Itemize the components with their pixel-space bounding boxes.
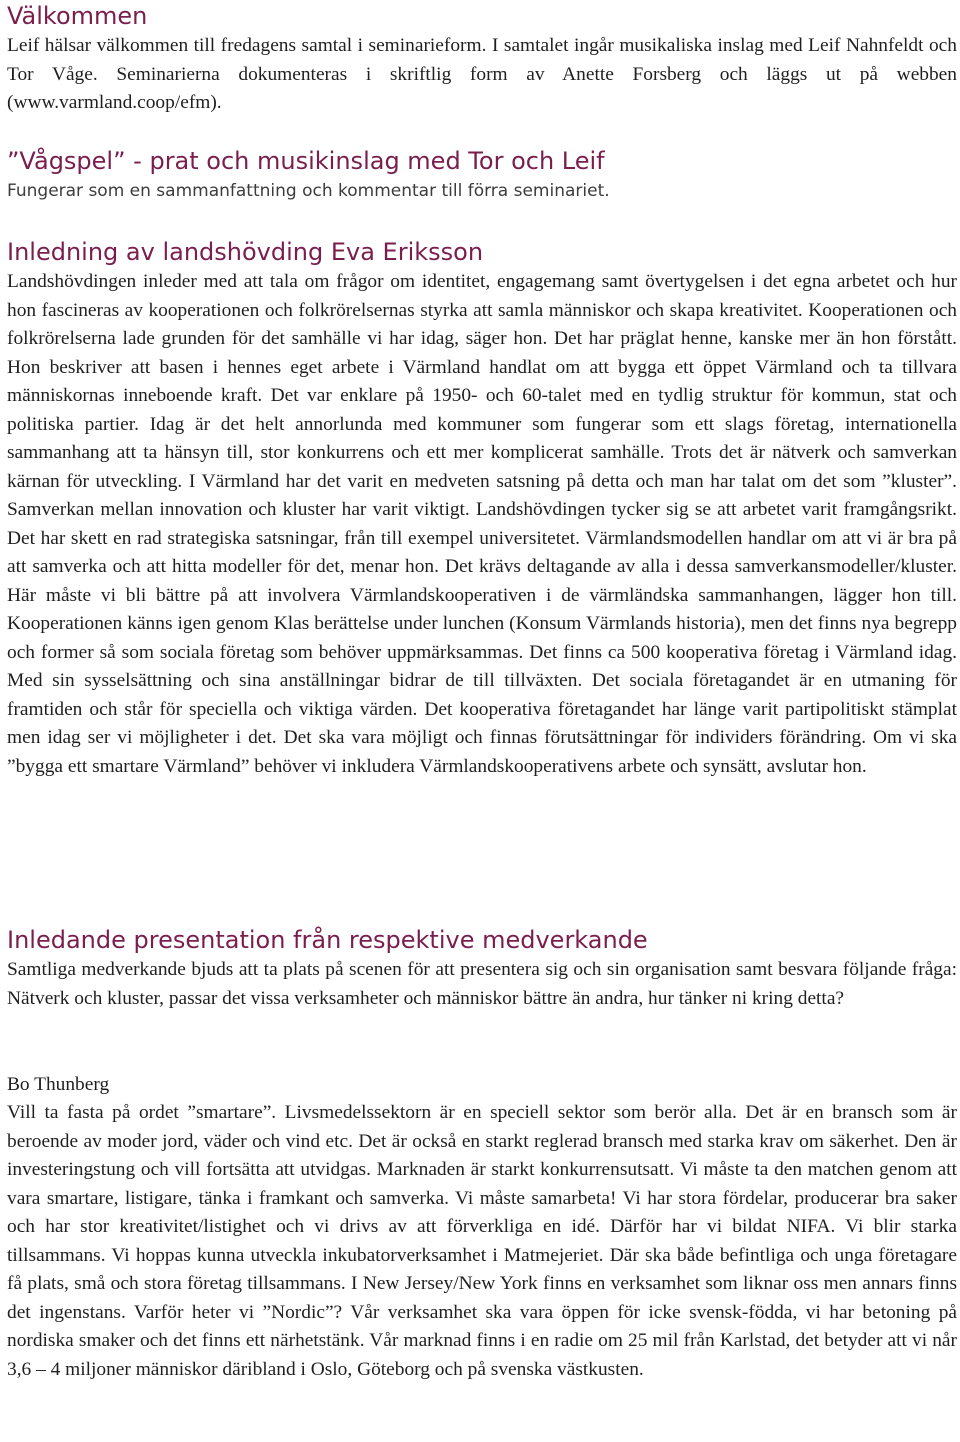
inledning-paragraph: Landshövdingen inleder med att tala om frågor om identitet, engagemang samt övertygelsen i det egna arbetet och hur hon fascineras av kooperationen och folkrörelsernas styrka att samla människor och skapa kreativitet. Kooperationen och folkrörelserna lade grunden för det samhälle vi har idag, säger hon. Det har präglat henne, kanske mer än hon förstått. Hon beskriver att basen i hennes eget arbete i Värmland handlat om att bygga ett öppet Värmland och ta tillvara människornas inneboende kraft. Det var enklare på 1950- och 60-talet med en tydlig struktur för kommun, stat och politiska partier. Idag är det helt annorlunda med kommuner som fungerar som ett slags företag, internationella sammanhang att ta hänsyn till, stor konkurrens och ett mer komplicerat samhälle. Trots det är nätverk och samverkan kärnan för utveckling. I Värmland har det varit en medveten satsning på detta och man har talat om det som ”kluster”. Samverkan mellan innovation och kluster har varit viktigt. Landshövdingen tycker sig se att arbetet varit framgångsrikt. Det har skett en rad strategiska satsningar, från till exempel universitetet. Värmlandsmodellen handlar om att vi är bra på att samverka och att hitta modeller för det, menar hon. Det krävs deltagande av alla i dessa samverkansmodeller/kluster. Här måste vi bli bättre på att involvera Värmlandskooperativen i de värmländska sammanhangen, lägger hon till. Kooperationen känns igen genom Klas berättelse under lunchen (Konsum Värmlands historia), men det finns nya begrepp och former så som sociala företag som behöver uppmärksammas. Det finns ca 500 kooperativa företag i Värmland idag. Med sin sysselsättning och sina anställningar bidrar de till tillväxten. Det sociala företagandet är en utmaning för framtiden och står för speciella och viktiga värden. Det kooperativa företagandet har länge varit partipolitiskt stämplat men idag ser vi möjligheter i det. Det ska vara möjligt och finnas förutsättningar för individers förändring. Om vi ska ”bygga ett smartare Värmland” behöver vi inkludera Värmlandskooperativens arbete och synsätt, avslutar hon. <box>7 271 957 777</box>
welcome-paragraph: Leif hälsar välkommen till fredagens samtal i seminarieform. I samtalet ingår musikaliska inslag med Leif Nahnfeldt och Tor Våge. Seminarierna dokumenteras i skriftlig form av Anette Forsberg och läggs ut på webben (www.varmland.coop/efm). <box>7 35 957 113</box>
bo-thunberg-section <box>7 1071 957 1384</box>
vagspel-paragraph: Fungerar som en sammanfattning och kommentar till förra seminariet. <box>7 181 610 201</box>
presentation-heading: Inledande presentation från respektive medverkande <box>7 926 648 954</box>
presentation-section <box>7 924 957 1013</box>
vagspel-heading: ”Vågspel” - prat och musikinslag med Tor och Leif <box>7 147 605 175</box>
welcome-heading: Välkommen <box>7 2 148 30</box>
inledning-heading: Inledning av landshövding Eva Eriksson <box>7 238 484 266</box>
speaker-name: Bo Thunberg <box>7 1074 110 1095</box>
vagspel-section <box>7 145 957 205</box>
presentation-paragraph: Samtliga medverkande bjuds att ta plats på scenen för att presentera sig och sin organisation samt besvara följande fråga: Nätverk och kluster, passar det vissa verksamheter och människor bättre än andra, hur tänker ni kring detta? <box>7 959 957 1009</box>
bo-thunberg-paragraph: Vill ta fasta på ordet ”smartare”. Livsmedelssektorn är en speciell sektor som berör alla. Det är en bransch som är beroende av moder jord, väder och vind etc. Det är också en starkt reglerad bransch med starka krav om säkerhet. Den är investeringstung och vill fortsätta att utvidgas. Marknaden är starkt konkurrensutsatt. Vi måste ta den matchen genom att vara smartare, listigare, tänka i framkant och samverka. Vi måste samarbeta! Vi har stora fördelar, producerar bra saker och har stor kreativitet/listighet och vi drivs av att förverkliga en idé. Därför har vi bildat NIFA. Vi blir starka tillsammans. Vi hoppas kunna utveckla inkubatorverksamhet i Matmejeriet. Där ska både befintliga och unga företagare få plats, små och stora företag tillsammans. I New Jersey/New York finns en verksamhet som liknar oss men annars finns det ingenstans. Varför heter vi ”Nordic”? Vår verksamhet ska vara öppen för icke svensk-födda, vi har betoning på nordiska smaker och det finns ett närhetstänk. Vår marknad finns i en radie om 25 mil från Karlstad, det betyder att vi når 3,6 – 4 miljoner människor däribland i Oslo, Göteborg och på svenska västkusten. <box>7 1102 957 1380</box>
inledning-section <box>7 236 957 781</box>
welcome-section <box>7 0 957 118</box>
